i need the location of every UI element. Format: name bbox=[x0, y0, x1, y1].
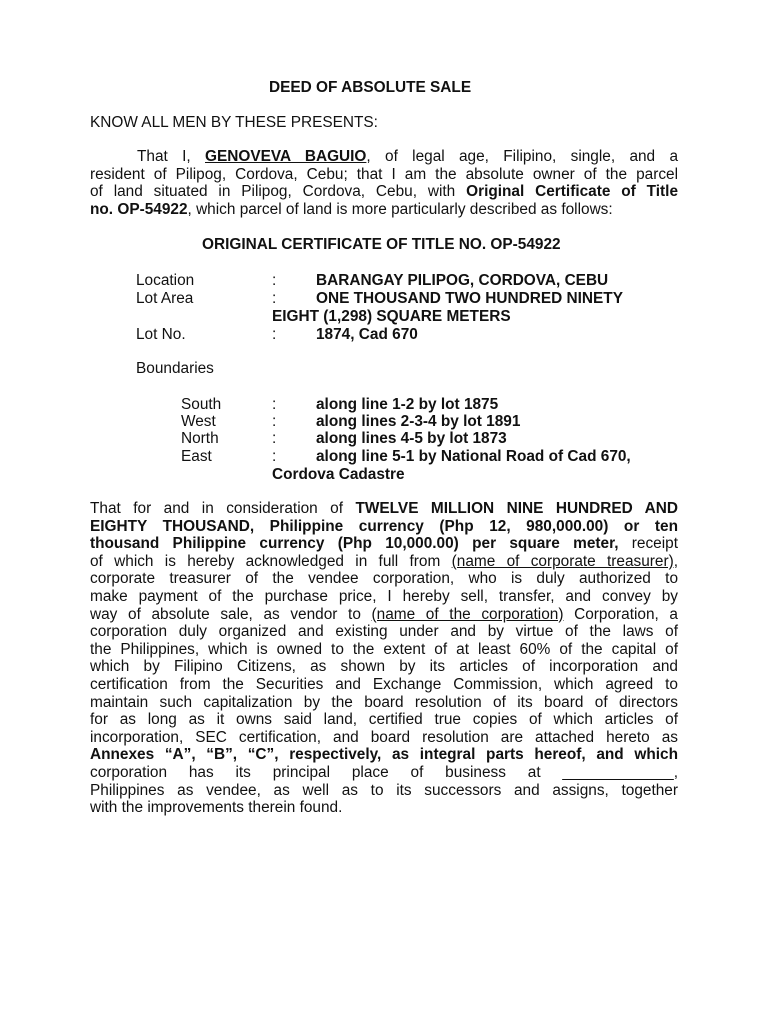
paragraph-owner bbox=[90, 148, 678, 218]
p2-line-1: That for and in consideration of TWELVE MILLION NINE HUNDRED AND bbox=[90, 500, 679, 517]
p2-line-19: with the improvements therein found. bbox=[90, 799, 343, 817]
p2-line-15: Annexes “A”, “B”, “C”, respectively, as integral parts hereof, and which bbox=[90, 746, 678, 764]
boundary-east-colon: : bbox=[272, 448, 277, 465]
p2-line-6: make payment of the purchase price, I hereby sell, transfer, and convey by bbox=[90, 587, 678, 605]
location-label: Location bbox=[136, 272, 195, 289]
p1-line-3: of land situated in Pilipog, Cordova, Cebu, with Original Certificate of Title bbox=[90, 183, 679, 201]
p2-line-3: thousand Philippine currency (Php 10,000.00) per square meter, receipt bbox=[90, 535, 678, 553]
deed-title: DEED OF ABSOLUTE SALE bbox=[269, 79, 472, 96]
p2-line-10: which by Filipino Citizens, as shown by its articles of incorporation and bbox=[90, 658, 678, 676]
boundary-south-value: along line 1-2 by lot 1875 bbox=[316, 396, 499, 413]
lot-no-value: 1874, Cad 670 bbox=[316, 326, 418, 343]
boundary-north-label: North bbox=[181, 430, 219, 447]
boundary-north-value: along lines 4-5 by lot 1873 bbox=[316, 430, 507, 447]
boundary-east-value-2: Cordova Cadastre bbox=[272, 466, 405, 483]
p1-line-4: no. OP-54922, which parcel of land is more particularly described as follows: bbox=[90, 200, 613, 218]
p1-line-2: resident of Pilipog, Cordova, Cebu; that I am the absolute owner of the parcel bbox=[90, 165, 678, 183]
p2-line-12: maintain such capitalization by the board resolution of its board of directors bbox=[90, 693, 678, 711]
location-value: BARANGAY PILIPOG, CORDOVA, CEBU bbox=[316, 272, 609, 289]
p2-line-5: corporate treasurer of the vendee corporation, who is duly authorized to bbox=[90, 570, 678, 588]
p2-line-2: EIGHTY THOUSAND, Philippine currency (Php 12, 980,000.00) or ten bbox=[90, 517, 678, 535]
boundary-west-colon: : bbox=[272, 413, 277, 430]
boundary-east-label: East bbox=[181, 448, 212, 465]
boundary-north-colon: : bbox=[272, 430, 277, 447]
p2-line-13: for as long as it owns said land, certified true copies of which articles of bbox=[90, 711, 678, 729]
boundary-west-label: West bbox=[181, 413, 216, 430]
boundaries-label: Boundaries bbox=[136, 360, 214, 377]
boundary-south-label: South bbox=[181, 396, 222, 413]
boundary-south-colon: : bbox=[272, 396, 277, 413]
boundary-west-value: along lines 2-3-4 by lot 1891 bbox=[316, 413, 521, 430]
title-heading: ORIGINAL CERTIFICATE OF TITLE NO. OP-54922 bbox=[202, 236, 561, 253]
p2-line-17: corporation has its principal place of business at _____________, bbox=[90, 763, 678, 781]
lot-area-value-2: EIGHT (1,298) SQUARE METERS bbox=[272, 308, 511, 325]
lot-area-value-1: ONE THOUSAND TWO HUNDRED NINETY bbox=[316, 290, 623, 307]
p2-line-7: way of absolute sale, as vendor to (name of the corporation) Corporation, a bbox=[90, 605, 678, 623]
lot-area-colon: : bbox=[272, 290, 277, 307]
lot-no-label: Lot No. bbox=[136, 326, 186, 343]
location-colon: : bbox=[272, 272, 277, 289]
p2-line-8: corporation duly organized and existing under and by virtue of the laws of bbox=[90, 623, 678, 641]
opening-line: KNOW ALL MEN BY THESE PRESENTS: bbox=[90, 114, 378, 131]
lot-area-label: Lot Area bbox=[136, 290, 194, 307]
p2-line-9: the Philippines, which is owned to the extent of at least 60% of the capital of bbox=[90, 640, 678, 658]
p2-line-14: incorporation, SEC certification, and board resolution are attached hereto as bbox=[90, 728, 678, 746]
p2-line-11: certification from the Securities and Exchange Commission, which agreed to bbox=[90, 675, 678, 693]
p1-line-1: That I, GENOVEVA BAGUIO, of legal age, Filipino, single, and a bbox=[137, 148, 678, 165]
paragraph-consideration bbox=[90, 500, 678, 817]
lot-no-colon: : bbox=[272, 326, 277, 343]
boundary-east-value: along line 5-1 by National Road of Cad 670, bbox=[316, 448, 631, 465]
p2-line-18: Philippines as vendee, as well as to its successors and assigns, together bbox=[90, 781, 678, 799]
p2-line-4: of which is hereby acknowledged in full from (name of corporate treasurer), bbox=[90, 552, 679, 570]
